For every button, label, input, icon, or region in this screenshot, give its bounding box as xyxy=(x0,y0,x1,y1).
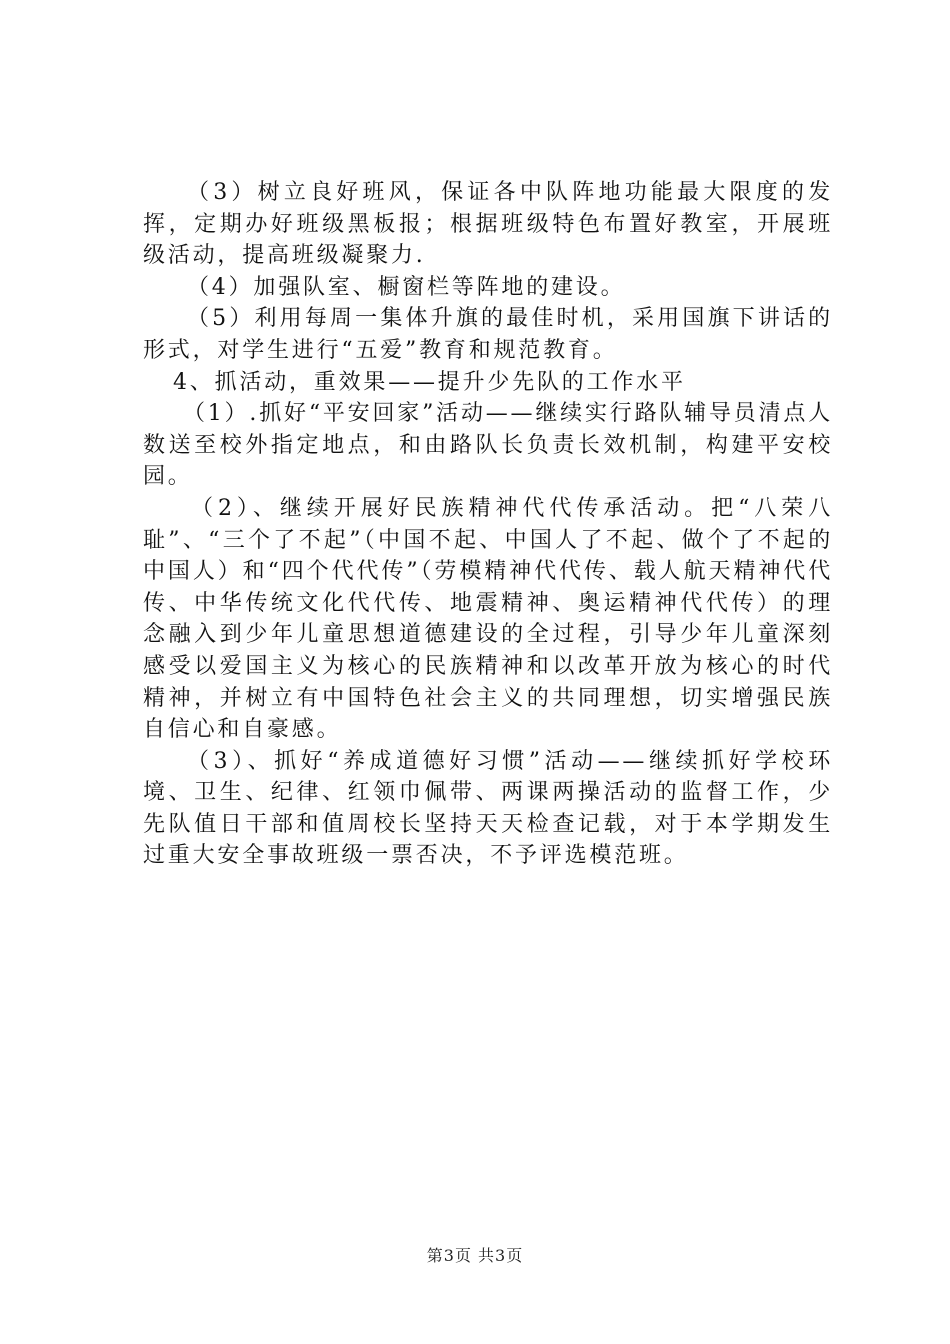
paragraph-item-2-national-spirit: （2）、继续开展好民族精神代代传承活动。把“八荣八耻”、“三个了不起”（中国不起、中国人了不起、做个了不起的中国人）和“四个代代传”（劳模精神代代传、载人航天精神代代传、中华传统文化代代传、地震精神、奥运精神代代传）的理念融入到少年儿童思想道德建设的全过程，引导少年儿童深刻感受以爱国主义为核心的民族精神和以改革开放为核心的时代精神，并树立有中国特色社会主义的共同理想，切实增强民族自信心和自豪感。 xyxy=(143,495,833,743)
paragraph-item-3-class-style: （3）树立良好班风，保证各中队阵地功能最大限度的发挥，定期办好班级黑板报；根据班级特色布置好教室，开展班级活动，提高班级凝聚力. xyxy=(143,180,833,269)
section-heading-activities: 4、抓活动，重效果——提升少先队的工作水平 xyxy=(173,369,686,395)
page-number-footer: 第3页 共3页 xyxy=(426,1246,524,1265)
paragraph-item-4-team-room: （4）加强队室、橱窗栏等阵地的建设。 xyxy=(187,274,626,300)
paragraph-item-5-flag-raising: （5）利用每周一集体升旗的最佳时机，采用国旗下讲话的形式，对学生进行“五爱”教育和规范教育。 xyxy=(143,306,833,363)
paragraph-item-1-safe-home: （1）.抓好“平安回家”活动——继续实行路队辅导员清点人数送至校外指定地点，和由路队长负责长效机制，构建平安校园。 xyxy=(143,401,833,490)
document-body xyxy=(143,177,833,872)
paragraph-item-3-moral-habits: （3）、抓好“养成道德好习惯”活动——继续抓好学校环境、卫生、纪律、红领巾佩带、两课两操活动的监督工作，少先队值日干部和值周校长坚持天天检查记载，对于本学期发生过重大安全事故班级一票否决，不予评选模范班。 xyxy=(143,748,833,869)
